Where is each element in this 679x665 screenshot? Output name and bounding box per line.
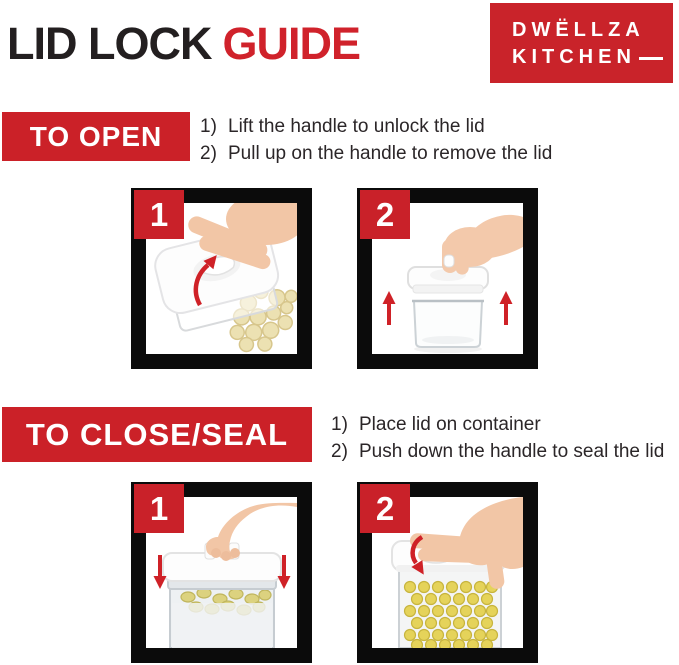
panel-number-badge: 1 bbox=[134, 484, 184, 533]
panel-close-step1 bbox=[131, 482, 312, 663]
lid-skirt bbox=[396, 565, 502, 572]
panel-close-step2 bbox=[357, 482, 538, 663]
brand-logo bbox=[490, 3, 673, 83]
open-step-2-number: 2) bbox=[200, 143, 217, 164]
panel-open-step1 bbox=[131, 188, 312, 369]
brand-name-line2-row bbox=[512, 44, 665, 71]
open-step-1-number: 1) bbox=[200, 116, 217, 137]
close-step-1-number: 1) bbox=[331, 414, 348, 435]
close-step-2-text: Push down the handle to seal the lid bbox=[359, 441, 665, 462]
panel-number-badge: 2 bbox=[360, 484, 410, 533]
lid-handle bbox=[444, 255, 454, 267]
panel-open-step2 bbox=[357, 188, 538, 369]
open-step-2 bbox=[200, 140, 552, 167]
brand-dash-rule bbox=[639, 57, 663, 60]
open-step-2-text: Pull up on the handle to remove the lid bbox=[228, 143, 553, 164]
close-step-1 bbox=[331, 411, 664, 438]
panel-number-badge: 1 bbox=[134, 190, 184, 239]
brand-name-line2: KITCHEN bbox=[512, 46, 636, 68]
title-lid-lock: LID LOCK bbox=[7, 18, 212, 69]
frosted-wall bbox=[172, 603, 272, 648]
title-guide: GUIDE bbox=[222, 18, 360, 69]
section-label-to-close-seal: TO CLOSE/SEAL bbox=[2, 407, 312, 462]
close-step-2 bbox=[331, 438, 664, 465]
close-steps bbox=[331, 411, 664, 465]
section-label-to-open: TO OPEN bbox=[2, 112, 190, 161]
open-step-1 bbox=[200, 113, 552, 140]
open-steps bbox=[200, 113, 552, 167]
close-step-2-number: 2) bbox=[331, 441, 348, 462]
open-step-1-text: Lift the handle to unlock the lid bbox=[228, 116, 485, 137]
panel-number-badge: 2 bbox=[360, 190, 410, 239]
page-title bbox=[7, 18, 360, 69]
close-step-1-text: Place lid on container bbox=[359, 414, 541, 435]
brand-name-line1: DWËLLZA bbox=[512, 19, 645, 41]
